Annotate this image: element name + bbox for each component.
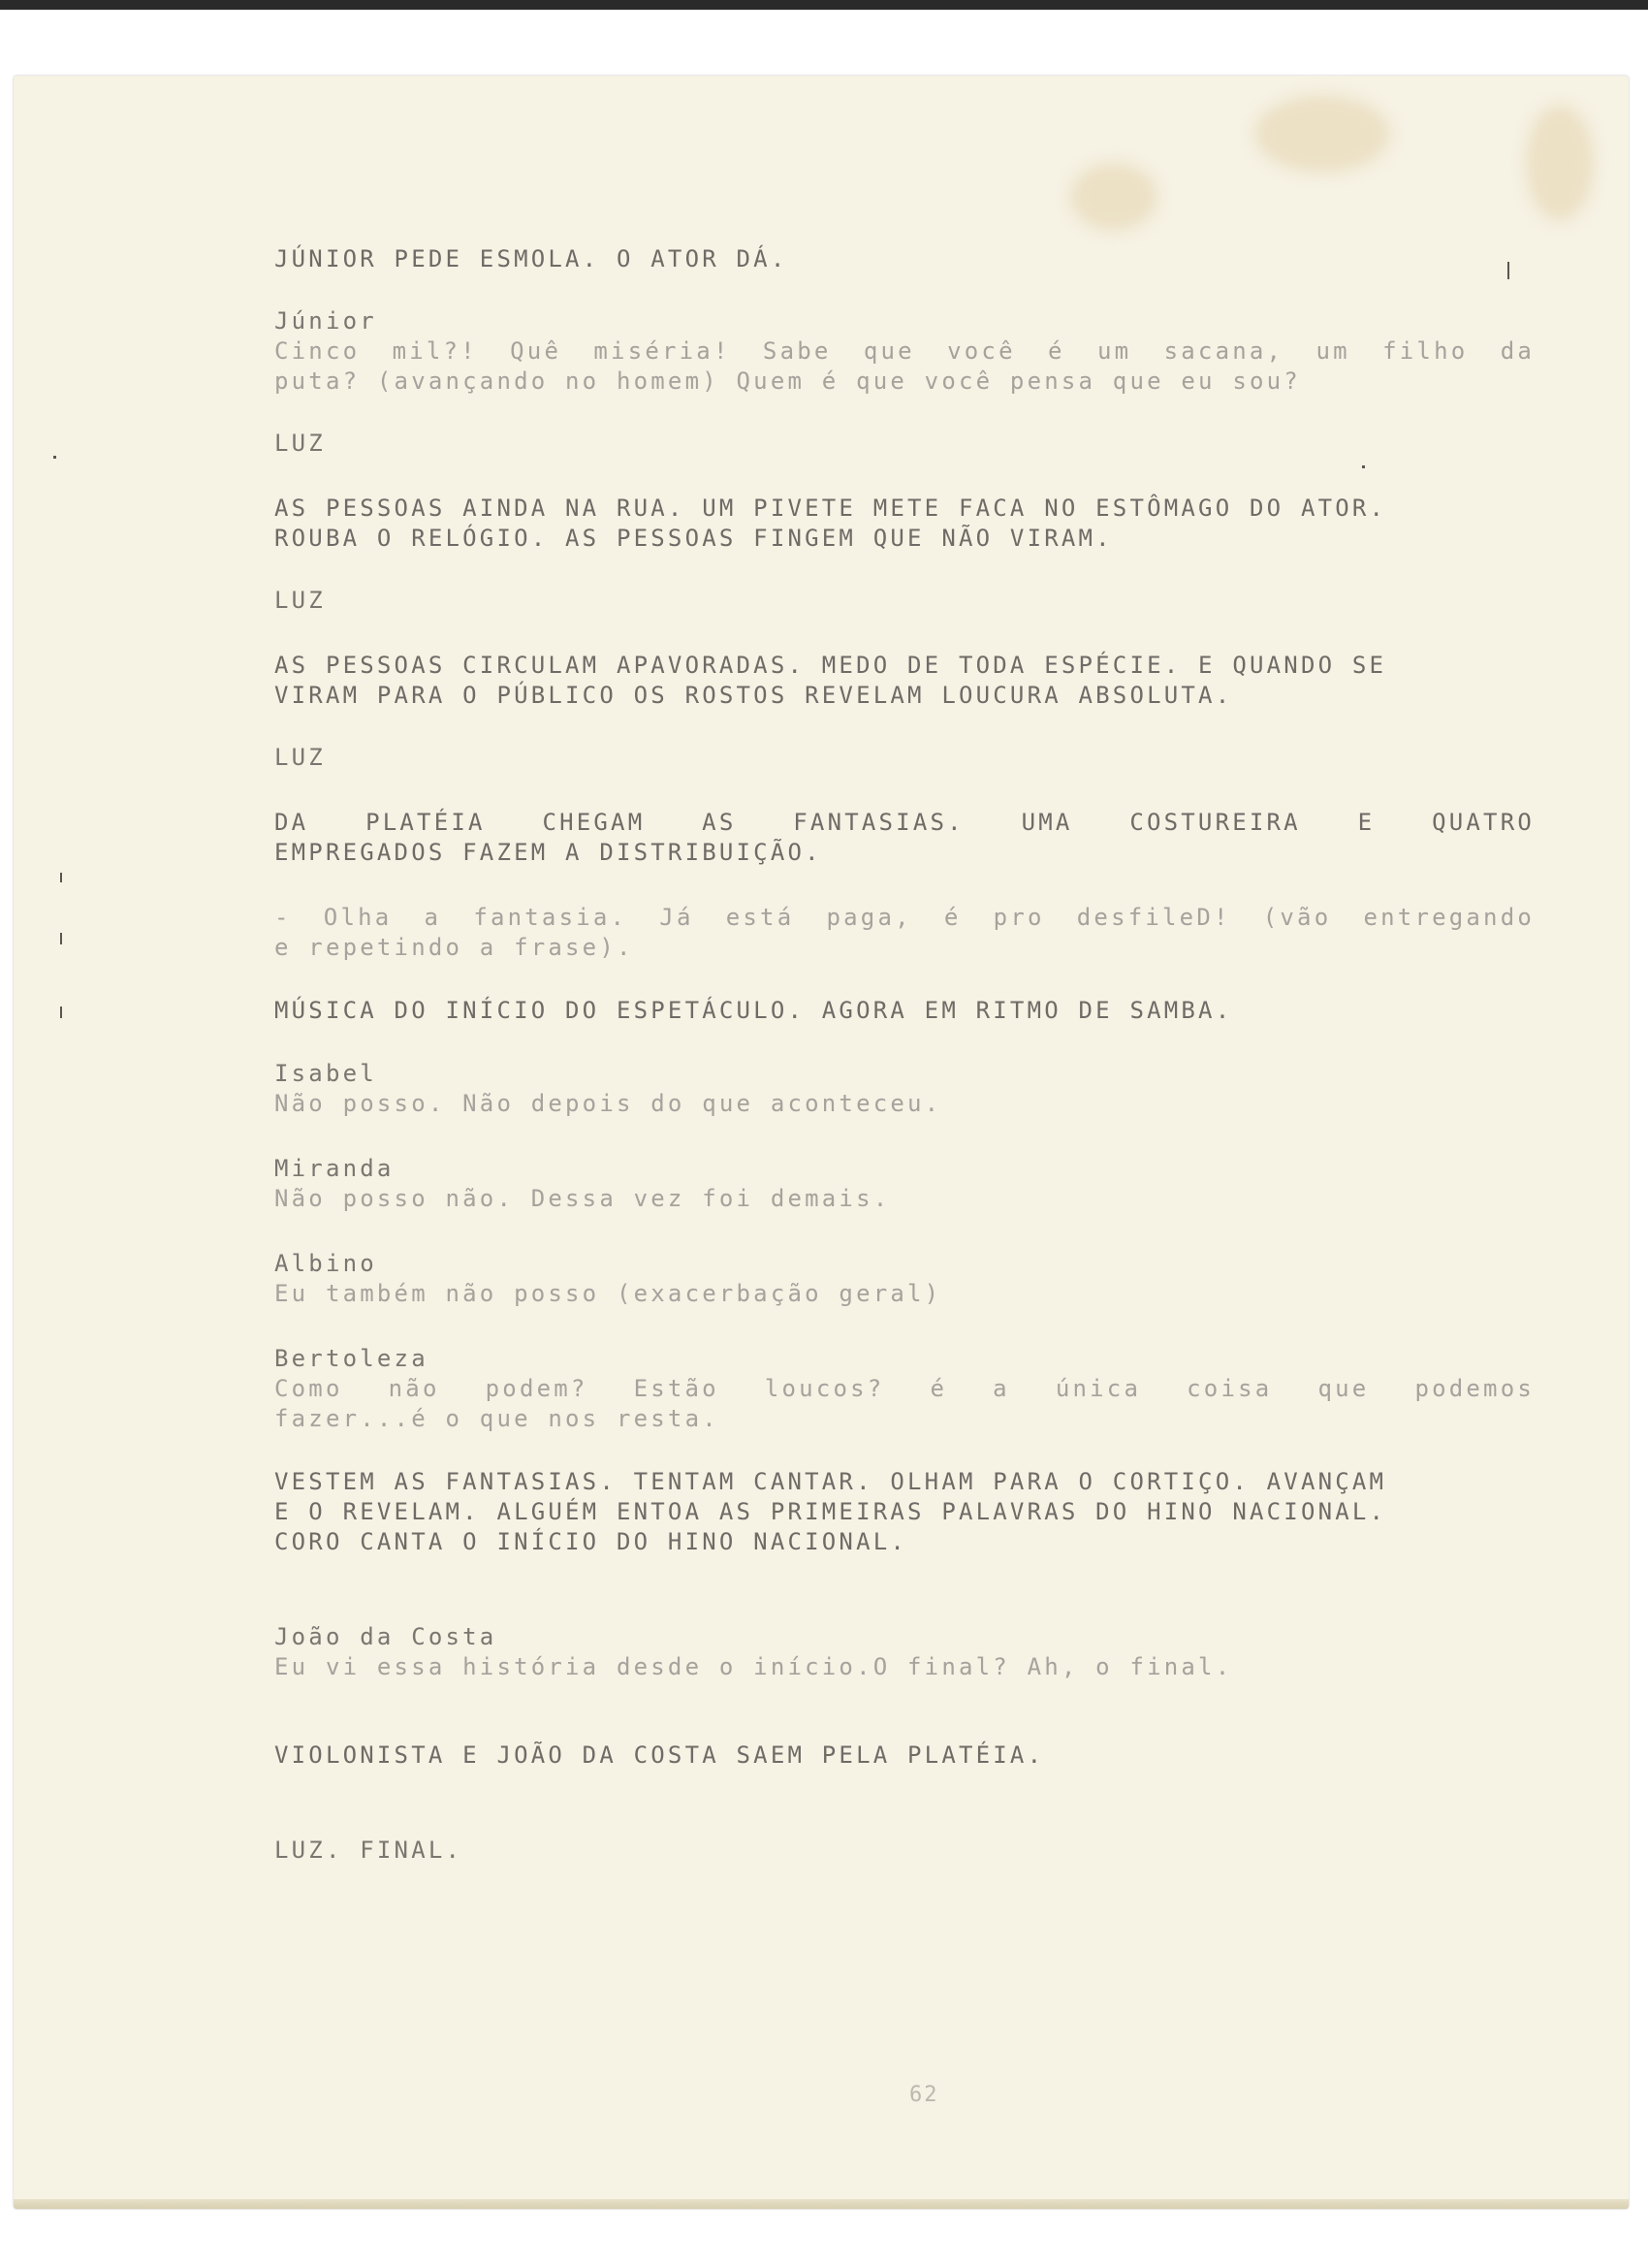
final-cue xyxy=(274,1836,1535,1866)
dialogue-line: Como não podem? Estão loucos? é a única coisa que podemos xyxy=(274,1375,1535,1402)
dialogue-block xyxy=(274,1249,1535,1309)
character-name: Isabel xyxy=(274,1060,377,1087)
light-cue xyxy=(274,743,1535,773)
dialogue-block xyxy=(274,903,1535,963)
light-cue xyxy=(274,429,1535,459)
margin-mark xyxy=(1362,465,1365,468)
dialogue-block xyxy=(274,1344,1535,1434)
margin-mark xyxy=(60,1006,62,1018)
light-cue-text: LUZ xyxy=(274,744,326,771)
page-number: 62 xyxy=(909,2083,939,2107)
margin-mark xyxy=(60,933,62,944)
stage-direction-line: JÚNIOR PEDE ESMOLA. O ATOR DÁ. xyxy=(274,245,788,272)
character-name: João da Costa xyxy=(274,1623,497,1650)
stage-direction xyxy=(274,1741,1535,1771)
stage-direction-line: CORO CANTA O INÍCIO DO HINO NACIONAL. xyxy=(274,1528,908,1555)
dialogue-block xyxy=(274,306,1535,397)
dialogue-line: Eu vi essa história desde o início.O final? Ah, o final. xyxy=(274,1653,1233,1680)
paper-stain xyxy=(1526,105,1594,221)
stage-direction-line: E O REVELAM. ALGUÉM ENTOA AS PRIMEIRAS PALAVRAS DO HINO NACIONAL. xyxy=(274,1498,1387,1525)
stage-direction-line: VESTEM AS FANTASIAS. TENTAM CANTAR. OLHAM PARA O CORTIÇO. AVANÇAM xyxy=(274,1468,1387,1495)
stage-direction-line: VIOLONISTA E JOÃO DA COSTA SAEM PELA PLATÉIA. xyxy=(274,1741,1045,1769)
script-body xyxy=(274,244,1535,1866)
stage-direction xyxy=(274,996,1535,1026)
character-name: Albino xyxy=(274,1250,377,1277)
dialogue-block xyxy=(274,1059,1535,1119)
stage-direction-line: VIRAM PARA O PÚBLICO OS ROSTOS REVELAM LOUCURA ABSOLUTA. xyxy=(274,682,1233,709)
paper-bottom-edge xyxy=(14,2199,1629,2209)
character-name: Miranda xyxy=(274,1155,395,1182)
stage-direction-line: AS PESSOAS AINDA NA RUA. UM PIVETE METE FACA NO ESTÔMAGO DO ATOR. xyxy=(274,495,1387,522)
dialogue-line: Não posso não. Dessa vez foi demais. xyxy=(274,1185,891,1212)
paper-stain xyxy=(1070,163,1157,231)
stage-direction xyxy=(274,244,1535,274)
dialogue-line: fazer...é o que nos resta. xyxy=(274,1405,719,1432)
dialogue-line: puta? (avançando no homem) Quem é que você pensa que eu sou? xyxy=(274,367,1301,395)
dialogue-block xyxy=(274,1622,1535,1682)
stage-direction-line: MÚSICA DO INÍCIO DO ESPETÁCULO. AGORA EM RITMO DE SAMBA. xyxy=(274,997,1233,1024)
character-name: Bertoleza xyxy=(274,1345,428,1372)
light-cue xyxy=(274,586,1535,616)
margin-mark xyxy=(53,456,56,459)
margin-mark xyxy=(1507,262,1509,279)
final-cue-text: LUZ. FINAL. xyxy=(274,1837,463,1864)
stage-direction-line: EMPREGADOS FAZEM A DISTRIBUIÇÃO. xyxy=(274,839,822,866)
scan-top-edge xyxy=(0,0,1648,10)
dialogue-line: e repetindo a frase). xyxy=(274,934,634,961)
light-cue-text: LUZ xyxy=(274,430,326,457)
stage-direction-line: ROUBA O RELÓGIO. AS PESSOAS FINGEM QUE NÃO VIRAM. xyxy=(274,525,1113,552)
dialogue-block xyxy=(274,1154,1535,1214)
dialogue-line: Cinco mil?! Quê miséria! Sabe que você é um sacana, um filho da xyxy=(274,337,1535,365)
dialogue-line: Não posso. Não depois do que aconteceu. xyxy=(274,1090,942,1117)
stage-direction xyxy=(274,494,1535,554)
dialogue-line: - Olha a fantasia. Já está paga, é pro desfileD! (vão entregando xyxy=(274,904,1535,931)
stage-direction-line: AS PESSOAS CIRCULAM APAVORADAS. MEDO DE TODA ESPÉCIE. E QUANDO SE xyxy=(274,652,1387,679)
dialogue-line: Eu também não posso (exacerbação geral) xyxy=(274,1280,942,1307)
margin-mark xyxy=(60,873,62,882)
stage-direction xyxy=(274,808,1535,868)
light-cue-text: LUZ xyxy=(274,587,326,614)
stage-direction xyxy=(274,651,1535,711)
stage-direction xyxy=(274,1467,1535,1557)
paper-stain xyxy=(1254,95,1390,173)
character-name: Júnior xyxy=(274,307,377,335)
stage-direction-line: DA PLATÉIA CHEGAM AS FANTASIAS. UMA COSTUREIRA E QUATRO xyxy=(274,809,1535,836)
